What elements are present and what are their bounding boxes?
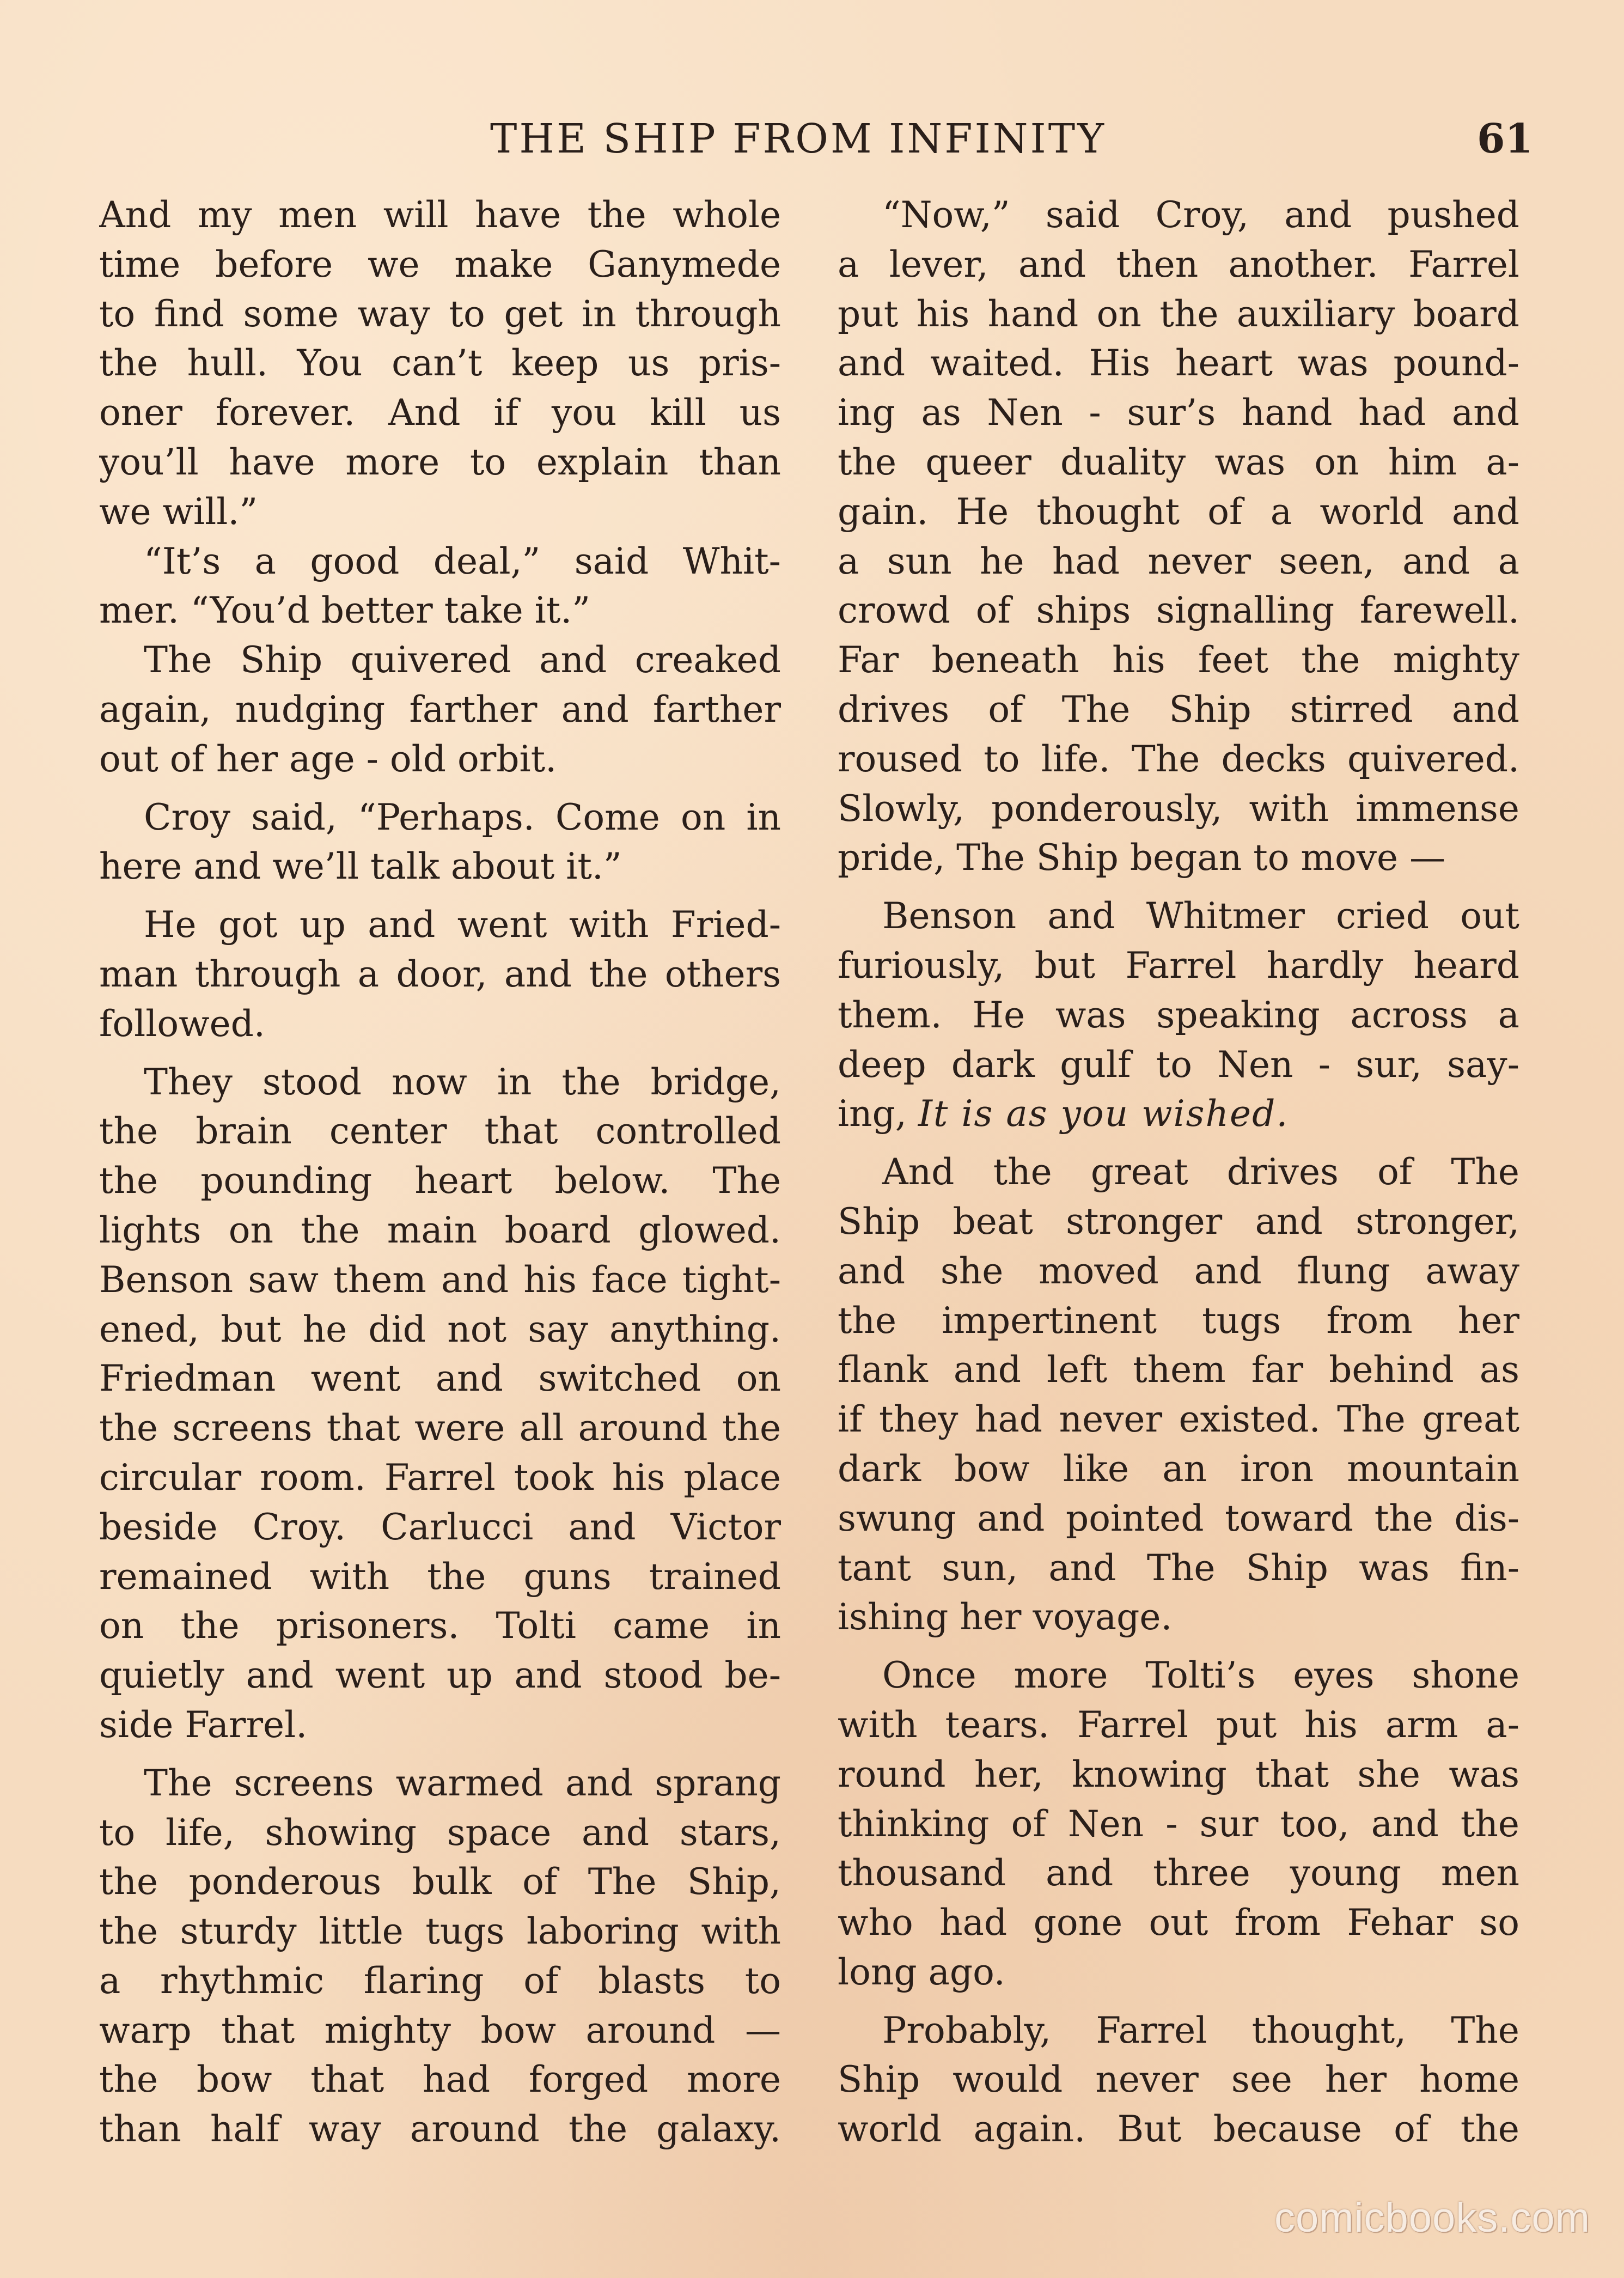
text-line: a sun he had never seen, and a (838, 540, 1519, 582)
text-line: Friedman went and switched on (99, 1357, 781, 1400)
text-line: remained with the guns trained (99, 1555, 781, 1598)
text-line: here and we’ll talk about it.” (99, 845, 622, 888)
text-line: circular room. Farrel took his place (99, 1456, 781, 1499)
paragraph (99, 537, 781, 636)
italic-phrase: It is as you wished. (918, 1093, 1289, 1135)
text-line: The Ship quivered and creaked (144, 639, 781, 681)
paragraph (838, 892, 1519, 1139)
text-line: flank and left them far behind as (838, 1349, 1519, 1391)
text-line: ened, but he did not say anything. (99, 1308, 781, 1350)
text-line: round her, knowing that she was (838, 1753, 1519, 1795)
text-line: beside Croy. Carlucci and Victor (99, 1506, 781, 1548)
left-column (99, 191, 781, 2154)
text-line: to find some way to get in through (99, 293, 781, 335)
text-line: followed. (99, 1002, 265, 1045)
text-line: out of her age - old orbit. (99, 738, 557, 780)
text-line: and she moved and flung away (838, 1250, 1519, 1292)
text-line-start: ing, (838, 1093, 918, 1135)
text-line: the sturdy little tugs laboring with (99, 1910, 781, 1953)
text-line: mer. “You’d better take it.” (99, 589, 590, 632)
site-watermark: comicbooks.com (1274, 2195, 1590, 2241)
text-line: ishing her voyage. (838, 1596, 1173, 1639)
paragraph (99, 1759, 781, 2154)
paragraph (838, 2006, 1519, 2154)
text-line: Benson saw them and his face tight- (99, 1258, 781, 1301)
text-line: we will.” (99, 490, 258, 533)
text-line: you’ll have more to explain than (99, 441, 781, 483)
text-line: put his hand on the auxiliary board (838, 293, 1519, 335)
text-line: Ship beat stronger and stronger, (838, 1200, 1519, 1242)
text-line: ing as Nen - sur’s hand had and (838, 392, 1519, 434)
text-line: And my men will have the whole (99, 194, 781, 236)
text-line: the pounding heart below. The (99, 1160, 781, 1202)
text-line: on the prisoners. Tolti came in (99, 1605, 781, 1647)
paragraph (99, 900, 781, 1049)
paragraph (838, 1148, 1519, 1642)
paragraph (99, 793, 781, 892)
text-line: dark bow like an iron mountain (838, 1447, 1519, 1490)
text-line: world again. But because of the (838, 2108, 1519, 2151)
text-line: thinking of Nen - sur too, and the (838, 1802, 1519, 1845)
text-line: than half way around the galaxy. (99, 2108, 781, 2151)
text-line: Slowly, ponderously, with immense (838, 787, 1519, 830)
text-line: again, nudging farther and farther (99, 688, 781, 730)
text-line: Croy said, “Perhaps. Come on in (144, 796, 781, 838)
text-line: roused to life. The decks quivered. (838, 738, 1519, 780)
text-line: Ship would never see her home (838, 2058, 1519, 2101)
text-line: the brain center that controlled (99, 1110, 781, 1153)
paragraph (99, 191, 781, 537)
text-line: the screens that were all around the (99, 1407, 781, 1449)
text-line: furiously, but Farrel hardly heard (838, 944, 1519, 986)
text-line: tant sun, and The Ship was fin- (838, 1546, 1519, 1589)
paragraph (838, 191, 1519, 883)
text-line: lights on the main board glowed. (99, 1209, 781, 1251)
running-title: THE SHIP FROM INFINITY (490, 115, 1106, 162)
text-line: Benson and Whitmer cried out (882, 895, 1519, 937)
text-line: the impertinent tugs from her (838, 1299, 1519, 1342)
text-line: They stood now in the bridge, (144, 1061, 781, 1103)
paragraph (99, 1058, 781, 1750)
text-line: thousand and three young men (838, 1852, 1519, 1895)
text-line: deep dark gulf to Nen - sur, say- (838, 1043, 1519, 1086)
text-line: crowd of ships signalling farewell. (838, 589, 1519, 632)
text-line: and waited. His heart was pound- (838, 342, 1519, 385)
text-line: long ago. (838, 1951, 1005, 1993)
text-line: quietly and went up and stood be- (99, 1654, 781, 1697)
right-column (838, 191, 1519, 2154)
text-line: with tears. Farrel put his arm a- (838, 1703, 1519, 1746)
text-line: Far beneath his feet the mighty (838, 639, 1519, 681)
text-line: a rhythmic flaring of blasts to (99, 1959, 781, 2002)
text-line: gain. He thought of a world and (838, 490, 1519, 533)
text-line: man through a door, and the others (99, 953, 781, 995)
paragraph (99, 636, 781, 784)
text-line: side Farrel. (99, 1703, 308, 1746)
text-line: oner forever. And if you kill us (99, 392, 781, 434)
text-line: He got up and went with Fried- (144, 904, 781, 946)
text-line: a lever, and then another. Farrel (838, 243, 1519, 285)
text-line: who had gone out from Fehar so (838, 1902, 1519, 1944)
paragraph (838, 1651, 1519, 1997)
text-line: And the great drives of The (882, 1151, 1519, 1193)
text-line: to life, showing space and stars, (99, 1811, 781, 1854)
text-line: “It’s a good deal,” said Whit- (144, 540, 781, 582)
text-line: Probably, Farrel thought, The (882, 2009, 1519, 2051)
text-line: warp that mighty bow around — (99, 2009, 781, 2051)
text-line: Once more Tolti’s eyes shone (882, 1654, 1519, 1697)
text-line: pride, The Ship began to move — (838, 837, 1446, 879)
text-line: the ponderous bulk of The Ship, (99, 1861, 781, 1903)
text-line: drives of The Ship stirred and (838, 688, 1519, 730)
text-line: The screens warmed and sprang (144, 1762, 781, 1804)
text-line: time before we make Ganymede (99, 243, 781, 285)
running-header (0, 106, 1624, 172)
page-number: 61 (1477, 115, 1533, 162)
text-line: the bow that had forged more (99, 2058, 781, 2101)
text-line: them. He was speaking across a (838, 994, 1519, 1036)
text-line (838, 1089, 1519, 1139)
text-line: if they had never existed. The great (838, 1398, 1519, 1441)
text-line: swung and pointed toward the dis- (838, 1497, 1519, 1539)
text-line: the hull. You can’t keep us pris- (99, 342, 781, 385)
text-line: “Now,” said Croy, and pushed (882, 194, 1519, 236)
text-line: the queer duality was on him a- (838, 441, 1519, 483)
